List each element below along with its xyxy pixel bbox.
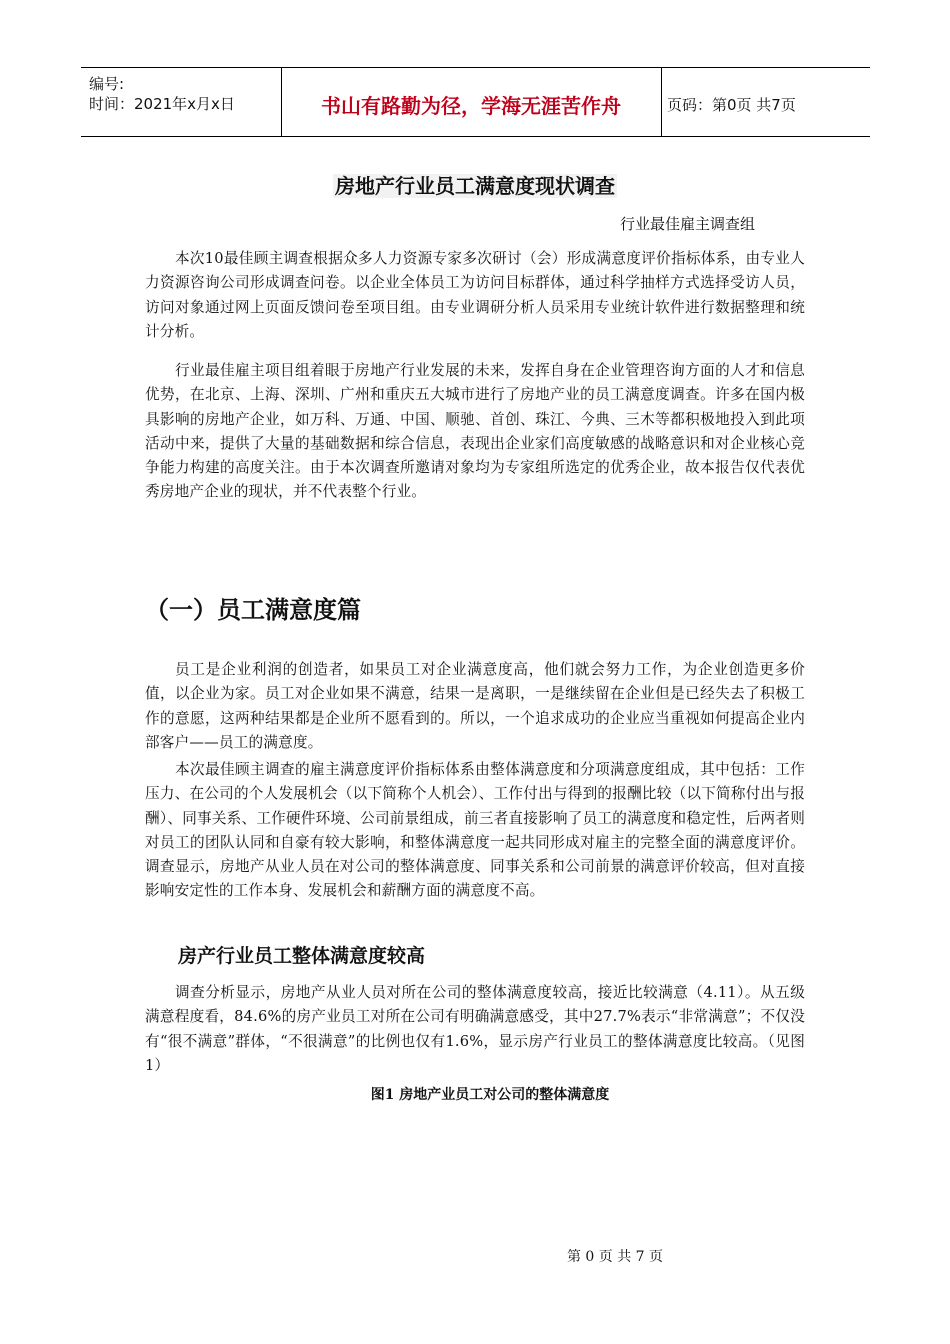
date-label: 时间：2021年x月x日 — [89, 95, 235, 113]
page-footer: 第 0 页 共 7 页 — [566, 1249, 664, 1265]
subheading: 房产行业员工整体满意度较高 — [178, 945, 426, 967]
document-title: 房地产行业员工满意度现状调查 — [335, 174, 615, 198]
header-table — [81, 67, 870, 137]
section-heading: （一）员工满意度篇 — [145, 596, 361, 624]
intro-paragraph-2: 行业最佳雇主项目组着眼于房地产行业发展的未来，发挥自身在企业管理咨询方面的人才和信息优势，在北京、上海、深圳、广州和重庆五大城市进行了房地产业的员工满意度调查。许多在国内极具影响的房地产企业，如万科、万通、中国、顺驰、首创、珠江、今典、三木等都积极地投入到此项活动中来，提供了大量的基础数据和综合信息，表现出企业家们高度敏感的战略意识和对企业核心竞争能力构建的高度关注。由于本次调查所邀请对象均为专家组所选定的优秀企业，故本报告仅代表优秀房地产企业的现状，并不代表整个行业。 — [145, 362, 805, 501]
figure-caption: 图1 房地产业员工对公司的整体满意度 — [370, 1087, 610, 1103]
byline: 行业最佳雇主调查组 — [620, 215, 756, 233]
header-meta-cell — [81, 68, 282, 136]
serial-label: 编号: — [89, 75, 125, 93]
header-page-cell — [662, 68, 870, 136]
motto-text: 书山有路勤为径，学海无涯苦作舟 — [321, 94, 621, 118]
page-label: 页码：第0页 共7页 — [667, 96, 796, 114]
sub-paragraph: 调查分析显示，房地产从业人员对所在公司的整体满意度较高，接近比较满意（4.11）。从五级满意程度看，84.6%的房产业员工对所在公司有明确满意感受，其中27.7%表示“非常满意”；不仅没有“很不满意”群体，“不很满意”的比例也仅有1.6%，显示房产行业员工的整体满意度比较高。（见图1） — [145, 984, 805, 1074]
header-motto-cell — [281, 68, 662, 136]
intro-paragraph-1: 本次10最佳顾主调查根据众多人力资源专家多次研讨（会）形成满意度评价指标体系，由专业人力资源咨询公司形成调查问卷。以企业全体员工为访问目标群体，通过科学抽样方式选择受访人员，访问对象通过网上页面反馈问卷至项目组。由专业调研分析人员采用专业统计软件进行数据整理和统计分析。 — [145, 250, 805, 340]
section-paragraph-2: 本次最佳顾主调查的雇主满意度评价指标体系由整体满意度和分项满意度组成，其中包括：工作压力、在公司的个人发展机会（以下简称个人机会）、工作付出与得到的报酬比较（以下简称付出与报酬）、同事关系、工作硬件环境、公司前景组成，前三者直接影响了员工的满意度和稳定性，后两者则对员工的团队认同和自豪有较大影响，和整体满意度一起共同形成对雇主的完整全面的满意度评价。调查显示，房地产从业人员在对公司的整体满意度、同事关系和公司前景的满意评价较高，但对直接影响安定性的工作本身、发展机会和薪酬方面的满意度不高。 — [145, 761, 805, 900]
section-paragraph-1: 员工是企业利润的创造者，如果员工对企业满意度高，他们就会努力工作，为企业创造更多价值，以企业为家。员工对企业如果不满意，结果一是离职，一是继续留在企业但是已经失去了积极工作的意愿，这两种结果都是企业所不愿看到的。所以，一个追求成功的企业应当重视如何提高企业内部客户——员工的满意度。 — [145, 661, 805, 751]
